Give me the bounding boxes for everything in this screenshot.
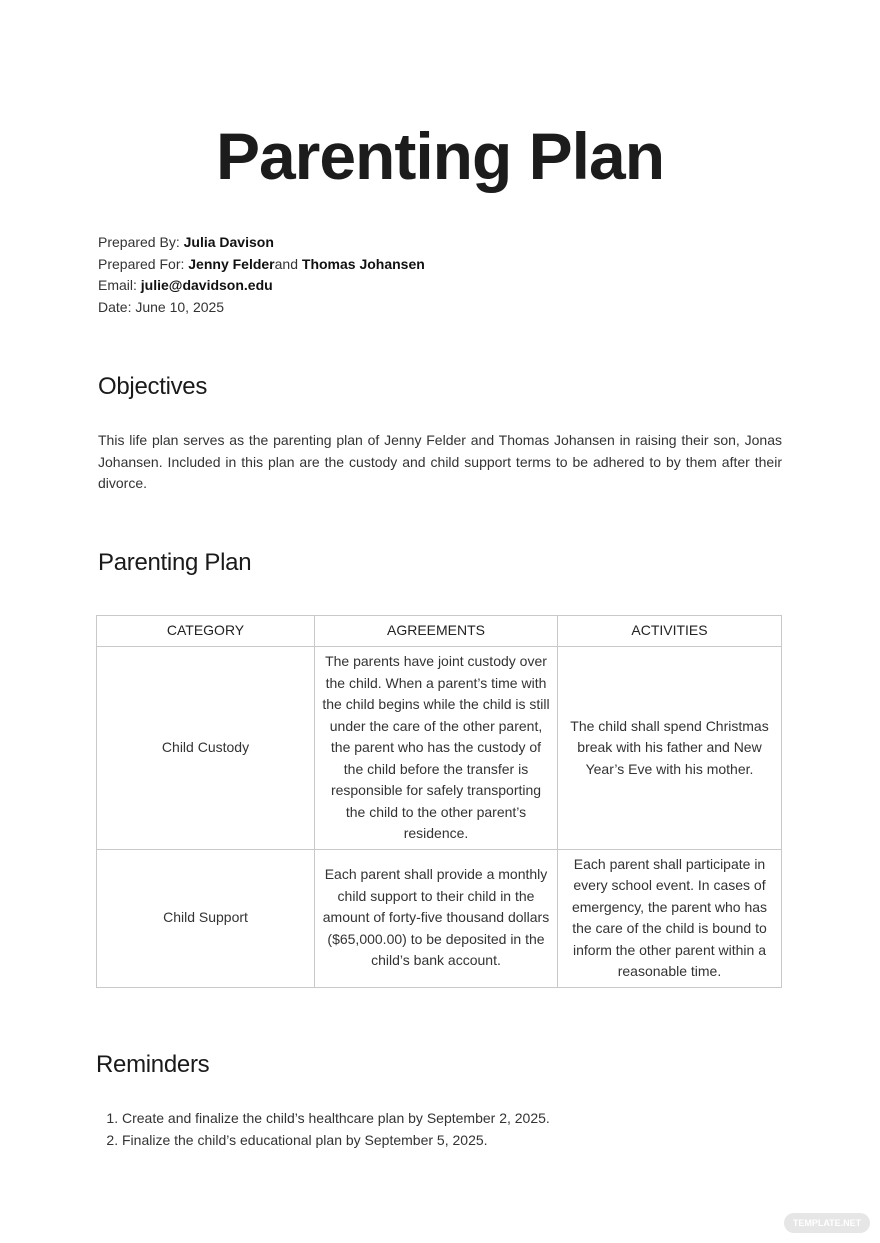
prepared-by	[98, 232, 425, 254]
email-value: julie@davidson.edu	[140, 277, 273, 293]
table-header-row	[97, 616, 782, 647]
email	[98, 275, 425, 297]
prepared-by-value: Julia Davison	[183, 234, 274, 250]
prepared-by-label: Prepared By:	[98, 234, 184, 250]
table-row	[97, 849, 782, 987]
email-label: Email:	[98, 277, 141, 293]
prepared-for-value-1: Jenny Felder	[188, 255, 275, 272]
column-header-agreements: AGREEMENTS	[315, 616, 558, 647]
document-meta	[98, 232, 425, 318]
prepared-for	[98, 254, 425, 276]
parenting-plan-heading: Parenting Plan	[98, 549, 252, 576]
prepared-for-and: and	[274, 255, 302, 272]
prepared-for-value-2: Thomas Johansen	[301, 255, 425, 272]
cell-category: Child Support	[97, 849, 315, 987]
column-header-activities: ACTIVITIES	[558, 616, 782, 647]
column-header-category: CATEGORY	[97, 616, 315, 647]
cell-agreements: The parents have joint custody over the child. When a parent’s time with the child begins while the child is still under the care of the other parent, the parent who has the custody of the child before the transfer is responsible for safely transporting the child to the other parent’s residence.	[315, 647, 558, 850]
objectives-text: This life plan serves as the parenting plan of Jenny Felder and Thomas Johansen in raising their son, Jonas Johansen. Included in this plan are the custody and child support terms to be adhered to by them after their divorce.	[98, 432, 782, 491]
reminders-list	[98, 1108, 550, 1151]
cell-category: Child Custody	[97, 647, 315, 850]
document-title: Parenting Plan	[215, 119, 665, 193]
cell-activities: The child shall spend Christmas break with his father and New Year’s Eve with his mother.	[558, 647, 782, 850]
list-item: 2. Finalize the child’s educational plan by September 5, 2025.	[122, 1130, 550, 1152]
watermark-badge: TEMPLATE.NET	[784, 1213, 870, 1233]
prepared-for-label: Prepared For:	[98, 255, 189, 272]
objectives-heading: Objectives	[98, 373, 208, 400]
cell-activities: Each parent shall participate in every school event. In cases of emergency, the parent who has the care of the child is bound to inform the other parent within a reasonable time.	[558, 849, 782, 987]
list-item: 1. Create and finalize the child’s healthcare plan by September 2, 2025.	[122, 1108, 550, 1130]
cell-agreements: Each parent shall provide a monthly child support to their child in the amount of forty-five thousand dollars ($65,000.00) to be deposited in the child’s bank account.	[315, 849, 558, 987]
reminders-heading: Reminders	[96, 1051, 210, 1078]
date: Date: June 10, 2025	[98, 298, 225, 315]
table-row	[97, 647, 782, 850]
parenting-plan-table	[96, 615, 782, 988]
